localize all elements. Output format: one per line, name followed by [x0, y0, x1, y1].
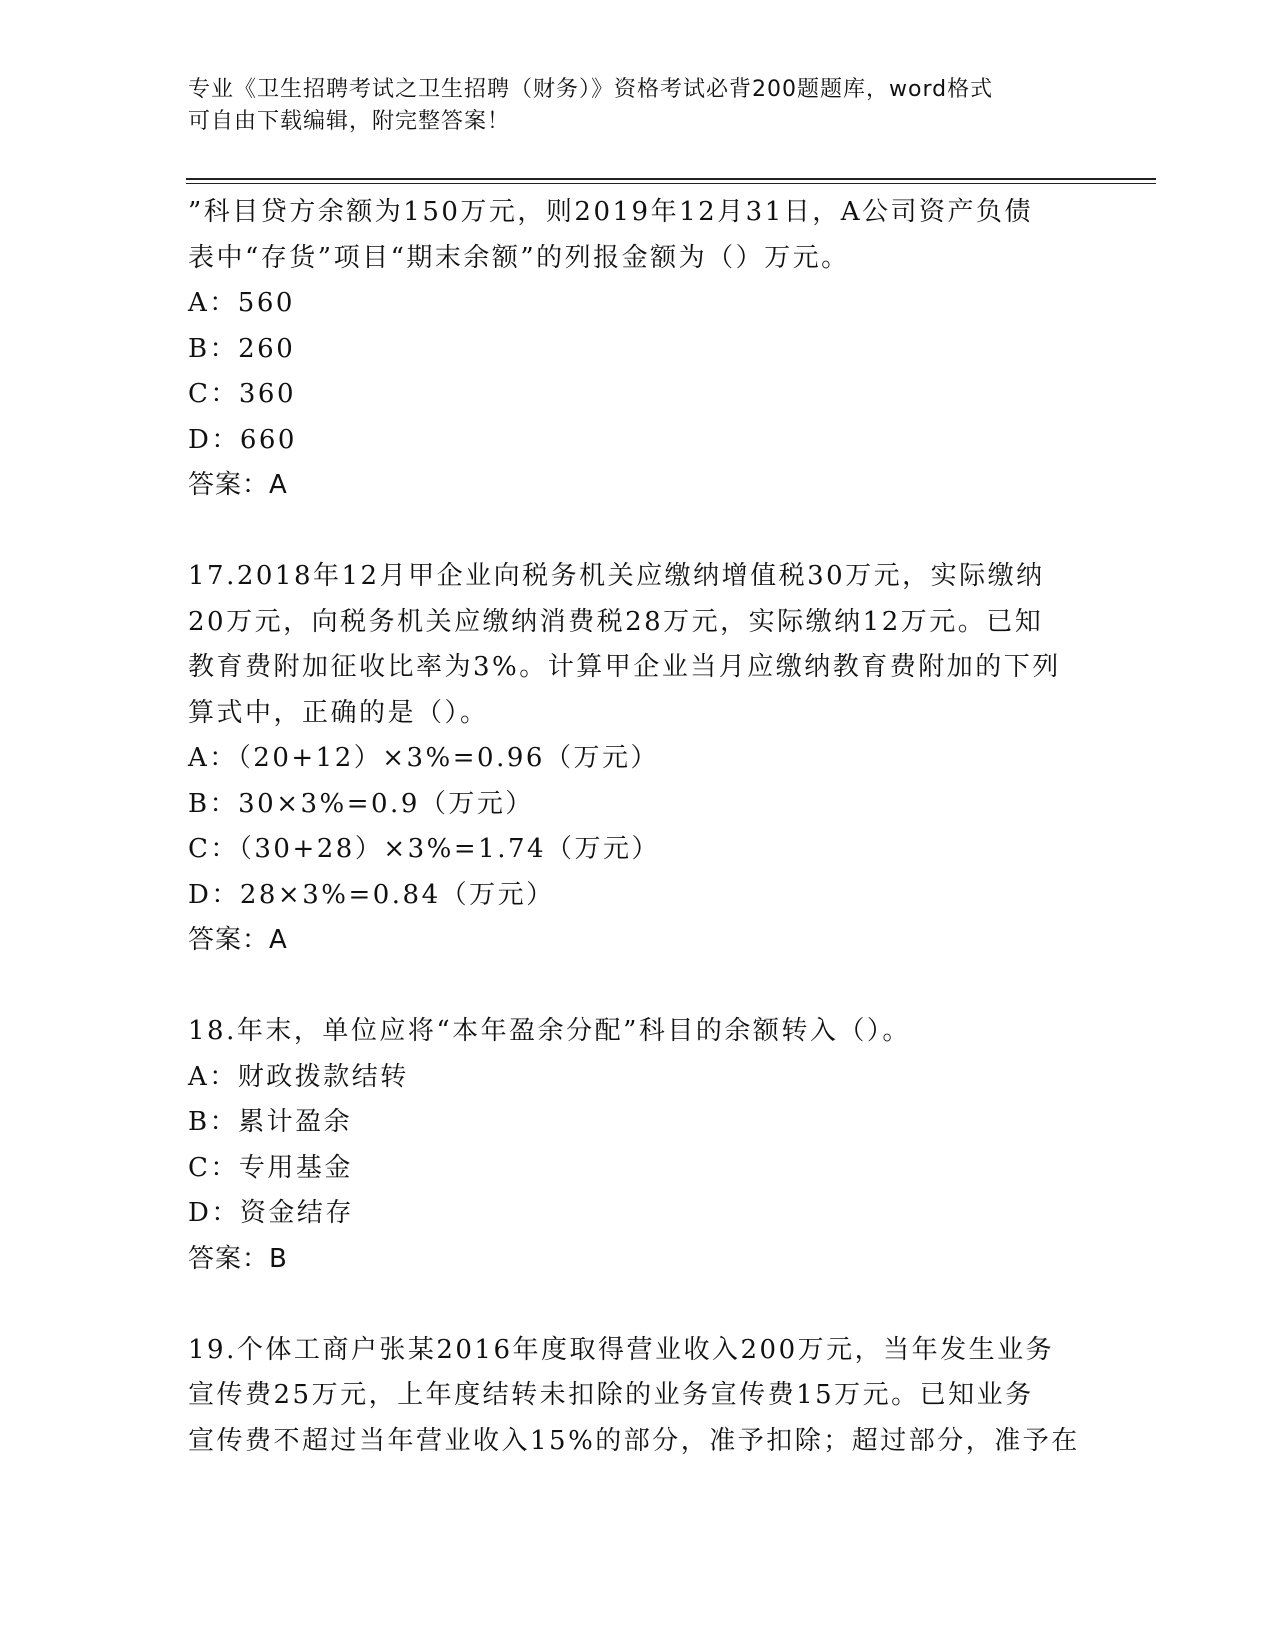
question-stem-line: 17.2018年12月甲企业向税务机关应缴纳增值税30万元，实际缴纳: [188, 561, 1045, 591]
question-stem-line: 算式中，正确的是（）。: [188, 697, 489, 728]
question-stem-line: ”科目贷方余额为150万元，则2019年12月31日，A公司资产负债: [188, 197, 1034, 227]
question-stem-line: 宣传费25万元，上年度结转未扣除的业务宣传费15万元。已知业务: [188, 1380, 1034, 1410]
header-divider-thin: [186, 183, 1156, 184]
option-b: B：30×3%=0.9（万元）: [188, 788, 534, 819]
question-stem-line: 宣传费不超过当年营业收入15%的部分，准予扣除；超过部分，准予在: [188, 1425, 1080, 1456]
option-c: C：360: [188, 379, 297, 409]
option-d: D：28×3%=0.84（万元）: [188, 879, 555, 910]
document-body: [188, 190, 1088, 1464]
header-divider-thick: [186, 178, 1156, 180]
question-19: [188, 1328, 1088, 1465]
header-title-line-1: 专业《卫生招聘考试之卫生招聘（财务）》资格考试必背200题题库，word格式: [188, 77, 994, 102]
question-16: [188, 190, 1088, 509]
question-stem-line: 表中“存货”项目“期末余额”的列报金额为（）万元。: [188, 242, 850, 273]
spacer: [188, 509, 1088, 555]
option-a: A：财政拨款结转: [188, 1061, 409, 1092]
question-18: [188, 1009, 1088, 1282]
spacer: [188, 964, 1088, 1010]
header-title-line-2: 可自由下载编辑，附完整答案！: [188, 109, 511, 134]
option-d: D：660: [188, 424, 297, 455]
question-stem-line: 教育费附加征收比率为3%。计算甲企业当月应缴纳教育费附加的下列: [188, 652, 1061, 682]
answer-line: 答案：B: [188, 1243, 288, 1274]
option-b: B：260: [188, 333, 296, 364]
answer-line: 答案：A: [188, 470, 288, 500]
option-d: D：资金结存: [188, 1198, 354, 1228]
option-c: C：（30+28）×3%=1.74（万元）: [188, 834, 661, 864]
question-stem-line: 19.个体工商户张某2016年度取得营业收入200万元，当年发生业务: [188, 1334, 1055, 1365]
spacer: [188, 1282, 1088, 1328]
option-c: C：专用基金: [188, 1152, 353, 1183]
question-stem-line: 18.年末，单位应将“本年盈余分配”科目的余额转入（）。: [188, 1016, 911, 1046]
option-a: A：560: [188, 288, 295, 318]
question-stem-line: 20万元，向税务机关应缴纳消费税28万元，实际缴纳12万元。已知: [188, 606, 1044, 637]
document-header: [188, 74, 1088, 138]
option-a: A：（20+12）×3%=0.96（万元）: [188, 743, 659, 773]
option-b: B：累计盈余: [188, 1107, 353, 1137]
question-17: [188, 554, 1088, 964]
answer-line: 答案：A: [188, 925, 288, 955]
